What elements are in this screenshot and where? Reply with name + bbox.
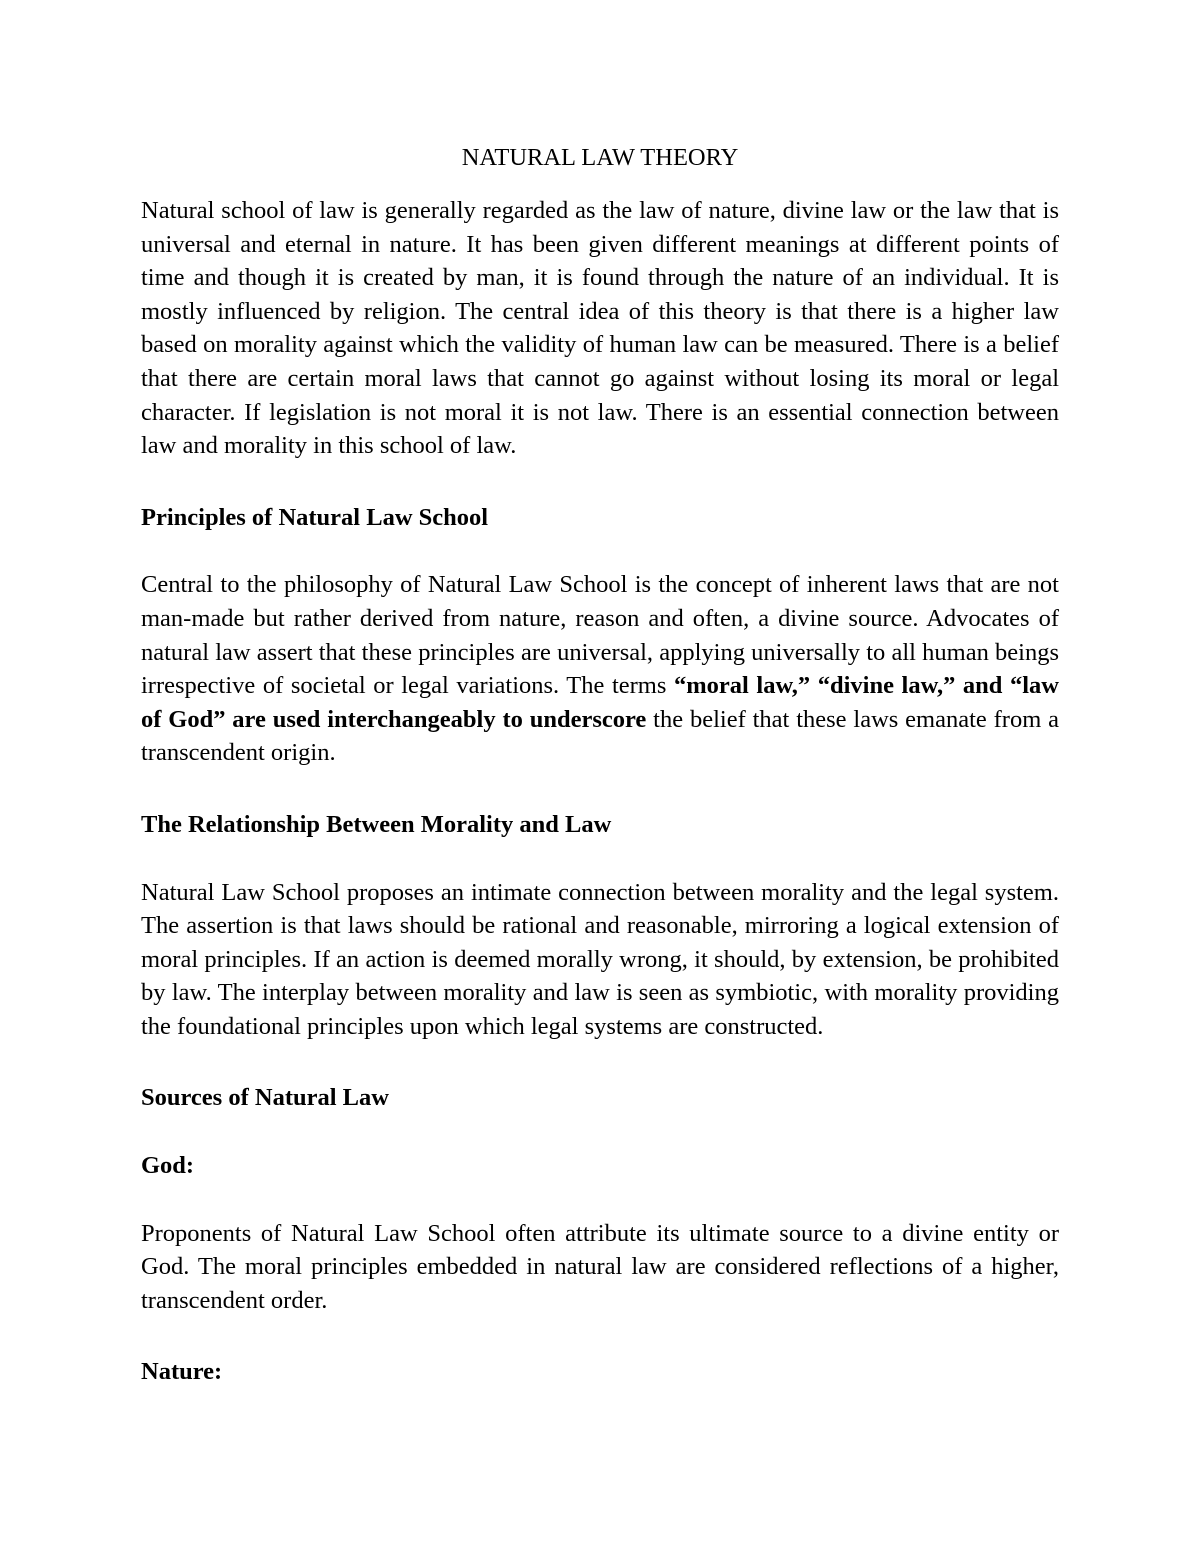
document-page [141,138,1059,1423]
relationship-paragraph: Natural Law School proposes an intimate connection between morality and the legal system. The assertion is that laws should be rational and reasonable, mirroring a logical extension of moral principles. If an action is deemed morally wrong, it should, by extension, be prohibited by law. The interplay between morality and law is seen as symbiotic, with morality providing the foundational principles upon which legal systems are constructed. [141,878,1059,1040]
god-heading: God: [141,1152,195,1180]
principles-paragraph [141,568,1059,770]
relationship-heading: The Relationship Between Morality and Law [141,810,612,838]
principles-heading: Principles of Natural Law School [141,503,489,531]
principles-text-end: the belief that these laws emanate from a transcendent origin. [141,705,1059,767]
document-title: NATURAL LAW THEORY [461,144,739,171]
intro-paragraph: Natural school of law is generally regarded as the law of nature, divine law or the law that is universal and eternal in nature. It has been given different meanings at different points of time and though it is created by man, it is found through the nature of an individual. It is mostly influenced by religion. The central idea of this theory is that there is a higher law based on morality against which the validity of human law can be measured. There is a belief that there are certain moral laws that cannot go against without losing its moral or legal character. If legislation is not moral it is not law. There is an essential connection between law and morality in this school of law. [141,197,1059,460]
god-paragraph: Proponents of Natural Law School often attribute its ultimate source to a divine entity or God. The moral principles embedded in natural law are considered reflections of a higher, transcendent order. [141,1219,1059,1314]
nature-heading: Nature: [141,1358,223,1386]
sources-heading: Sources of Natural Law [141,1084,389,1112]
principles-text-bold: “moral law,” “divine law,” and “law of God” are used interchangeably to underscore [141,672,1059,733]
principles-text-start: Central to the philosophy of Natural Law School is the concept of inherent laws that are not man-made but rather derived from nature, reason and often, a divine source. Advocates of natural law assert that these principles are universal, applying universally to all human beings irrespective of societal or legal variations. The terms [141,571,1059,700]
